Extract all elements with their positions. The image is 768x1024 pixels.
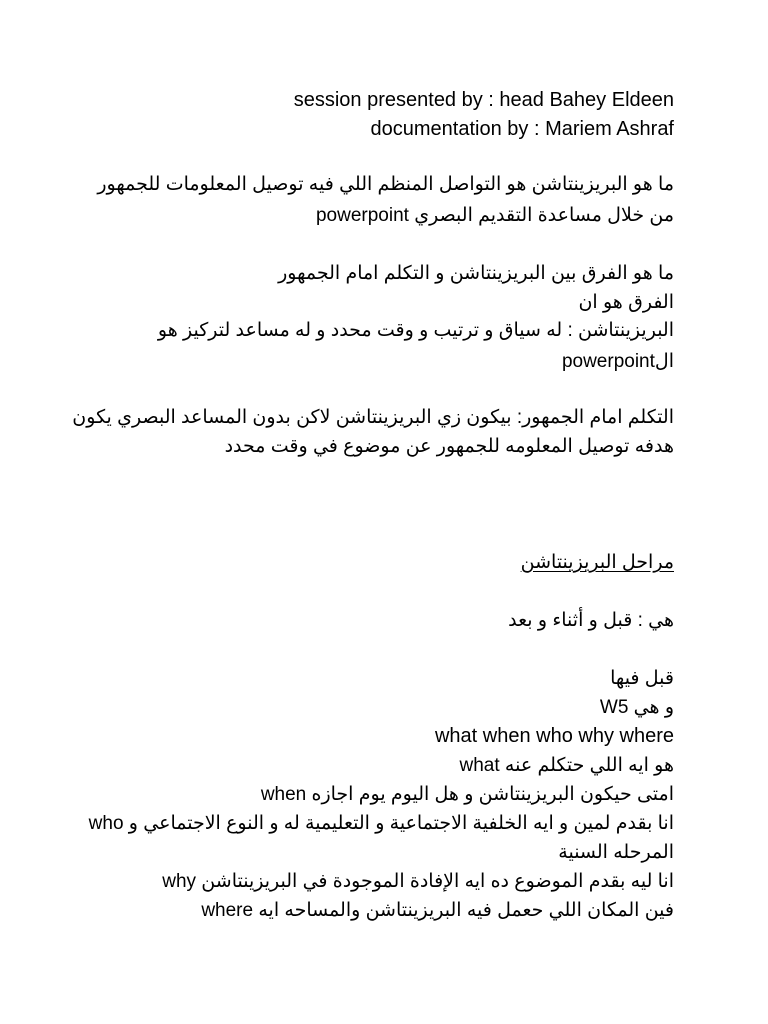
difference-answer-intro: الفرق هو ان	[578, 292, 674, 313]
stages-list: هي : قبل و أثناء و بعد	[508, 610, 674, 631]
why-line: انا ليه بقدم الموضوع ده ايه الإفادة الموجودة في البريزينتاشن why	[162, 871, 674, 892]
where-line: فين المكان اللي حعمل فيه البريزينتاشن والمساحه ايه where	[201, 900, 674, 921]
presentation-definition-line-2: الpowerpoint	[561, 351, 674, 372]
difference-question: ما هو الفرق بين البريزينتاشن و التكلم امام الجمهور	[278, 263, 674, 284]
w5-words: what when who why where	[434, 725, 674, 747]
stages-heading	[90, 550, 674, 576]
definition-line-2: من خلال مساعدة التقديم البصري powerpoint	[315, 205, 674, 226]
public-speaking-line-1: التكلم امام الجمهور: بيكون زي البريزينتاشن لاكن بدون المساعد البصري يكون	[72, 407, 674, 428]
presentation-definition-line-1: البريزينتاشن : له سياق و ترتيب و وقت محدد و له مساعد لتركيز هو	[157, 320, 674, 341]
w5-intro: و هي W5	[599, 697, 674, 718]
what-line: هو ايه اللي حتكلم عنه what	[459, 755, 674, 776]
when-line: امتى حيكون البريزينتاشن و هل اليوم يوم اجازه when	[260, 784, 674, 805]
public-speaking-line-2: هدفه توصيل المعلومه للجمهور عن موضوع في وقت محدد	[224, 436, 674, 457]
documenter-line: documentation by : Mariem Ashraf	[370, 118, 674, 140]
definition-line-1: ما هو البريزينتاشن هو التواصل المنظم اللي فيه توصيل المعلومات للجمهور	[97, 174, 674, 195]
who-line-1: انا بقدم لمين و ايه الخلفية الاجتماعية و التعليمية له و النوع الاجتماعي و who	[88, 813, 674, 834]
before-heading: قبل فيها	[610, 668, 674, 689]
stages-heading-text: مراحل البريزينتاشن	[520, 552, 674, 573]
who-line-2: المرحله السنية	[558, 842, 674, 863]
presenter-line: session presented by : head Bahey Eldeen	[293, 89, 674, 111]
